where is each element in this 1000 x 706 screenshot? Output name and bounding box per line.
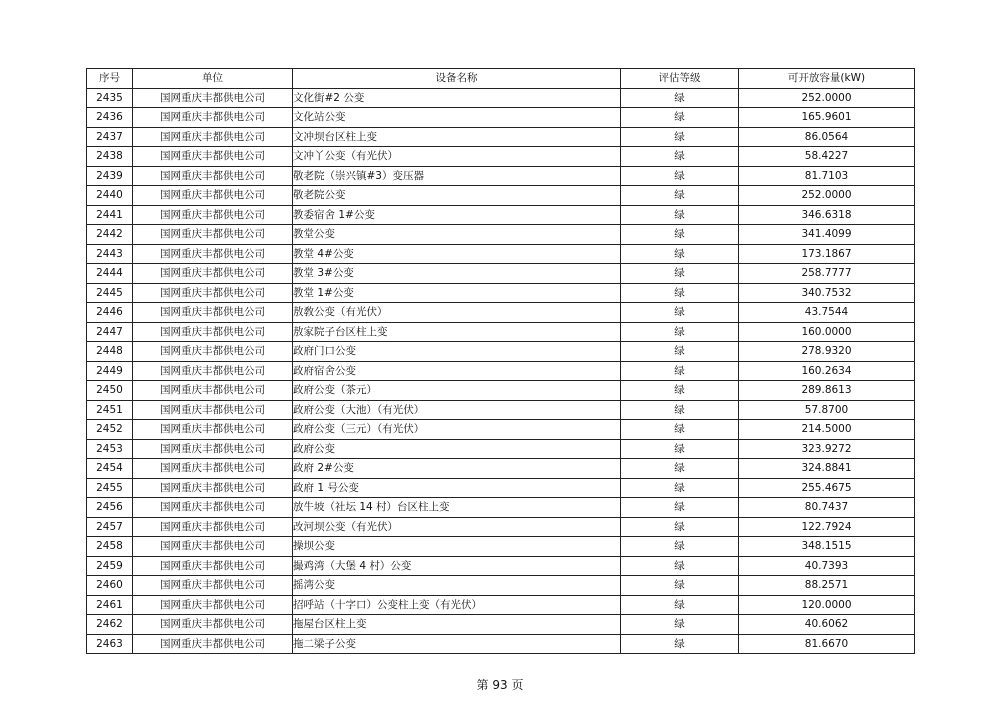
cell-seq: 2461 [87, 595, 133, 615]
cell-unit: 国网重庆丰都供电公司 [133, 283, 293, 303]
cell-device-name: 拖二梁子公变 [293, 634, 621, 654]
cell-seq: 2460 [87, 576, 133, 596]
cell-rating: 绿 [621, 127, 739, 147]
cell-capacity: 173.1867 [739, 244, 915, 264]
cell-device-name: 招呼站（十字口）公变柱上变（有光伏） [293, 595, 621, 615]
table-row [87, 634, 915, 654]
cell-device-name: 政府 2#公变 [293, 459, 621, 479]
cell-rating: 绿 [621, 166, 739, 186]
cell-device-name: 政府宿舍公变 [293, 361, 621, 381]
cell-device-name: 教堂 1#公变 [293, 283, 621, 303]
cell-seq: 2452 [87, 420, 133, 440]
header-rating: 评估等级 [621, 69, 739, 89]
table-row [87, 225, 915, 245]
cell-unit: 国网重庆丰都供电公司 [133, 147, 293, 167]
cell-rating: 绿 [621, 361, 739, 381]
cell-device-name: 政府公变（茶元） [293, 381, 621, 401]
cell-seq: 2451 [87, 400, 133, 420]
cell-seq: 2448 [87, 342, 133, 362]
cell-device-name: 文化街#2 公变 [293, 88, 621, 108]
table-row [87, 400, 915, 420]
cell-unit: 国网重庆丰都供电公司 [133, 88, 293, 108]
table-row [87, 595, 915, 615]
cell-capacity: 58.4227 [739, 147, 915, 167]
cell-device-name: 政府门口公变 [293, 342, 621, 362]
cell-unit: 国网重庆丰都供电公司 [133, 127, 293, 147]
cell-unit: 国网重庆丰都供电公司 [133, 634, 293, 654]
cell-unit: 国网重庆丰都供电公司 [133, 264, 293, 284]
cell-unit: 国网重庆丰都供电公司 [133, 205, 293, 225]
cell-device-name: 敖家院子台区柱上变 [293, 322, 621, 342]
cell-rating: 绿 [621, 595, 739, 615]
cell-capacity: 160.2634 [739, 361, 915, 381]
cell-seq: 2437 [87, 127, 133, 147]
cell-capacity: 43.7544 [739, 303, 915, 323]
cell-capacity: 40.7393 [739, 556, 915, 576]
cell-rating: 绿 [621, 517, 739, 537]
cell-seq: 2440 [87, 186, 133, 206]
cell-rating: 绿 [621, 420, 739, 440]
cell-capacity: 80.7437 [739, 498, 915, 518]
cell-rating: 绿 [621, 634, 739, 654]
cell-rating: 绿 [621, 537, 739, 557]
cell-seq: 2454 [87, 459, 133, 479]
cell-capacity: 214.5000 [739, 420, 915, 440]
cell-rating: 绿 [621, 205, 739, 225]
cell-unit: 国网重庆丰都供电公司 [133, 166, 293, 186]
cell-unit: 国网重庆丰都供电公司 [133, 381, 293, 401]
cell-rating: 绿 [621, 88, 739, 108]
table-row [87, 147, 915, 167]
table-row [87, 517, 915, 537]
cell-device-name: 敬老院公变 [293, 186, 621, 206]
header-seq: 序号 [87, 69, 133, 89]
table-row [87, 88, 915, 108]
cell-rating: 绿 [621, 478, 739, 498]
cell-capacity: 81.6670 [739, 634, 915, 654]
cell-device-name: 政府 1 号公变 [293, 478, 621, 498]
cell-seq: 2439 [87, 166, 133, 186]
table-header-row [87, 69, 915, 89]
header-capacity: 可开放容量(kW) [739, 69, 915, 89]
cell-seq: 2463 [87, 634, 133, 654]
cell-rating: 绿 [621, 147, 739, 167]
cell-rating: 绿 [621, 322, 739, 342]
header-device-name: 设备名称 [293, 69, 621, 89]
table-row [87, 166, 915, 186]
cell-unit: 国网重庆丰都供电公司 [133, 615, 293, 635]
cell-unit: 国网重庆丰都供电公司 [133, 420, 293, 440]
cell-seq: 2436 [87, 108, 133, 128]
cell-device-name: 敖敎公变（有光伏） [293, 303, 621, 323]
cell-device-name: 文化站公变 [293, 108, 621, 128]
table-row [87, 342, 915, 362]
cell-seq: 2458 [87, 537, 133, 557]
table-row [87, 283, 915, 303]
cell-seq: 2450 [87, 381, 133, 401]
cell-capacity: 255.4675 [739, 478, 915, 498]
cell-rating: 绿 [621, 556, 739, 576]
cell-seq: 2443 [87, 244, 133, 264]
table-row [87, 576, 915, 596]
cell-capacity: 346.6318 [739, 205, 915, 225]
cell-rating: 绿 [621, 498, 739, 518]
table-body [87, 88, 915, 654]
cell-unit: 国网重庆丰都供电公司 [133, 556, 293, 576]
cell-capacity: 81.7103 [739, 166, 915, 186]
cell-device-name: 放牛坡（社坛 14 村）台区柱上变 [293, 498, 621, 518]
table-row [87, 420, 915, 440]
table-row [87, 322, 915, 342]
cell-capacity: 340.7532 [739, 283, 915, 303]
capacity-table [86, 68, 915, 654]
table-row [87, 127, 915, 147]
cell-seq: 2456 [87, 498, 133, 518]
cell-device-name: 教堂公变 [293, 225, 621, 245]
cell-capacity: 165.9601 [739, 108, 915, 128]
cell-rating: 绿 [621, 244, 739, 264]
cell-capacity: 57.8700 [739, 400, 915, 420]
cell-rating: 绿 [621, 283, 739, 303]
cell-device-name: 敬老院（崇兴镇#3）变压器 [293, 166, 621, 186]
table-row [87, 615, 915, 635]
cell-device-name: 撮鸡湾（大堡 4 村）公变 [293, 556, 621, 576]
cell-seq: 2462 [87, 615, 133, 635]
cell-capacity: 348.1515 [739, 537, 915, 557]
cell-seq: 2449 [87, 361, 133, 381]
cell-seq: 2459 [87, 556, 133, 576]
cell-seq: 2444 [87, 264, 133, 284]
cell-device-name: 政府公变（三元）（有光伏） [293, 420, 621, 440]
cell-rating: 绿 [621, 400, 739, 420]
cell-unit: 国网重庆丰都供电公司 [133, 108, 293, 128]
cell-device-name: 教堂 3#公变 [293, 264, 621, 284]
cell-capacity: 278.9320 [739, 342, 915, 362]
cell-capacity: 341.4099 [739, 225, 915, 245]
cell-capacity: 122.7924 [739, 517, 915, 537]
table-row [87, 381, 915, 401]
cell-unit: 国网重庆丰都供电公司 [133, 322, 293, 342]
cell-device-name: 教委宿舍 1#公变 [293, 205, 621, 225]
cell-unit: 国网重庆丰都供电公司 [133, 576, 293, 596]
cell-unit: 国网重庆丰都供电公司 [133, 498, 293, 518]
cell-seq: 2435 [87, 88, 133, 108]
cell-seq: 2457 [87, 517, 133, 537]
cell-rating: 绿 [621, 576, 739, 596]
cell-seq: 2438 [87, 147, 133, 167]
cell-device-name: 政府公变（大池）（有光伏） [293, 400, 621, 420]
cell-seq: 2446 [87, 303, 133, 323]
cell-device-name: 摇湾公变 [293, 576, 621, 596]
cell-capacity: 86.0564 [739, 127, 915, 147]
cell-device-name: 改河坝公变（有光伏） [293, 517, 621, 537]
cell-capacity: 40.6062 [739, 615, 915, 635]
cell-unit: 国网重庆丰都供电公司 [133, 361, 293, 381]
cell-rating: 绿 [621, 225, 739, 245]
page-number: 第 93 页 [476, 678, 524, 692]
cell-unit: 国网重庆丰都供电公司 [133, 244, 293, 264]
table-row [87, 108, 915, 128]
table-row [87, 264, 915, 284]
table-row [87, 478, 915, 498]
cell-device-name: 操坝公变 [293, 537, 621, 557]
table-row [87, 303, 915, 323]
cell-unit: 国网重庆丰都供电公司 [133, 439, 293, 459]
table-row [87, 205, 915, 225]
cell-unit: 国网重庆丰都供电公司 [133, 400, 293, 420]
cell-seq: 2455 [87, 478, 133, 498]
cell-capacity: 289.8613 [739, 381, 915, 401]
table-row [87, 498, 915, 518]
table-row [87, 244, 915, 264]
cell-unit: 国网重庆丰都供电公司 [133, 303, 293, 323]
cell-device-name: 政府公变 [293, 439, 621, 459]
cell-seq: 2442 [87, 225, 133, 245]
cell-rating: 绿 [621, 186, 739, 206]
cell-rating: 绿 [621, 108, 739, 128]
cell-capacity: 324.8841 [739, 459, 915, 479]
cell-unit: 国网重庆丰都供电公司 [133, 342, 293, 362]
cell-rating: 绿 [621, 264, 739, 284]
cell-seq: 2447 [87, 322, 133, 342]
cell-device-name: 文冲丫公变（有光伏） [293, 147, 621, 167]
table-row [87, 459, 915, 479]
cell-capacity: 160.0000 [739, 322, 915, 342]
cell-rating: 绿 [621, 615, 739, 635]
cell-unit: 国网重庆丰都供电公司 [133, 595, 293, 615]
cell-capacity: 88.2571 [739, 576, 915, 596]
cell-unit: 国网重庆丰都供电公司 [133, 225, 293, 245]
table-row [87, 537, 915, 557]
cell-capacity: 323.9272 [739, 439, 915, 459]
cell-rating: 绿 [621, 459, 739, 479]
cell-unit: 国网重庆丰都供电公司 [133, 459, 293, 479]
cell-unit: 国网重庆丰都供电公司 [133, 478, 293, 498]
cell-rating: 绿 [621, 381, 739, 401]
cell-capacity: 120.0000 [739, 595, 915, 615]
cell-unit: 国网重庆丰都供电公司 [133, 186, 293, 206]
table-row [87, 439, 915, 459]
table-row [87, 186, 915, 206]
header-unit: 单位 [133, 69, 293, 89]
cell-rating: 绿 [621, 303, 739, 323]
cell-unit: 国网重庆丰都供电公司 [133, 517, 293, 537]
cell-capacity: 252.0000 [739, 88, 915, 108]
cell-seq: 2441 [87, 205, 133, 225]
table-row [87, 361, 915, 381]
cell-device-name: 文冲坝台区柱上变 [293, 127, 621, 147]
cell-capacity: 252.0000 [739, 186, 915, 206]
cell-rating: 绿 [621, 342, 739, 362]
table-row [87, 556, 915, 576]
cell-device-name: 教堂 4#公变 [293, 244, 621, 264]
cell-rating: 绿 [621, 439, 739, 459]
cell-capacity: 258.7777 [739, 264, 915, 284]
cell-device-name: 拖屋台区柱上变 [293, 615, 621, 635]
cell-seq: 2445 [87, 283, 133, 303]
cell-unit: 国网重庆丰都供电公司 [133, 537, 293, 557]
cell-seq: 2453 [87, 439, 133, 459]
